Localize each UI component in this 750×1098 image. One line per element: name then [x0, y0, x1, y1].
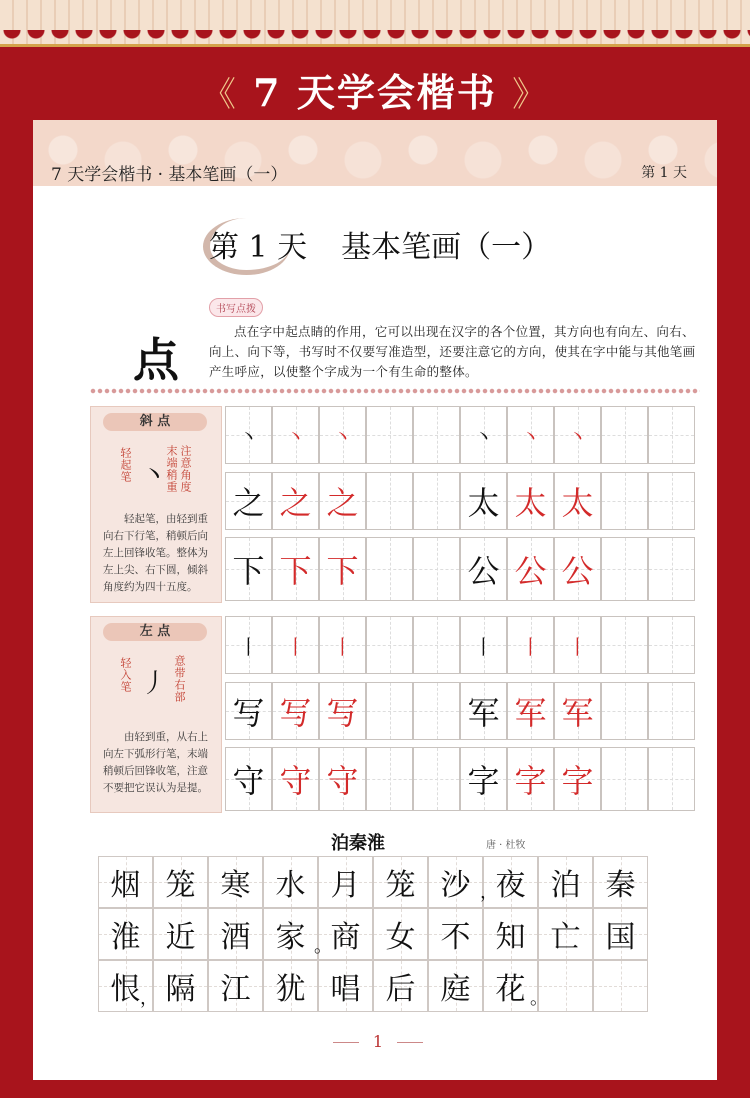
practice-cell	[648, 682, 695, 740]
poem-cell	[318, 856, 373, 908]
practice-cell	[413, 406, 460, 464]
practice-char	[414, 538, 459, 600]
practice-cell	[507, 682, 554, 740]
poem-char: 唱	[330, 972, 361, 1007]
poem-char: 寒	[220, 868, 251, 903]
poem-char: 商	[330, 920, 361, 955]
stroke-info-panel	[90, 406, 222, 603]
poem-char: 月	[330, 868, 361, 903]
practice-cell	[225, 537, 272, 601]
poem-char: 庭	[440, 972, 471, 1007]
demo-stroke: 丶	[141, 461, 168, 491]
practice-cell	[319, 406, 366, 464]
practice-cell	[319, 537, 366, 601]
practice-cell	[366, 537, 413, 601]
poem-cell	[263, 856, 318, 908]
practice-cell	[319, 747, 366, 811]
poem-char: 沙	[440, 868, 471, 903]
day-topic: 基本笔画（一）	[341, 230, 552, 265]
poem-cell	[593, 908, 648, 960]
left-note: 轻入笔	[119, 657, 132, 693]
practice-char: 丶	[238, 424, 259, 449]
practice-cell	[601, 616, 648, 674]
poem-cell	[593, 856, 648, 908]
practice-char	[367, 473, 412, 529]
practice-char: 公	[514, 552, 547, 590]
poem-char: 夜	[495, 868, 526, 903]
practice-cell	[413, 747, 460, 811]
poem-char: 犹	[275, 972, 306, 1007]
poem-cell	[208, 908, 263, 960]
section-slanted-dot	[90, 406, 696, 601]
practice-cell	[272, 682, 319, 740]
punct-comma: ，	[140, 988, 158, 1009]
practice-cell	[601, 472, 648, 530]
practice-cell	[601, 406, 648, 464]
right-note-2: 注意角度	[179, 445, 192, 493]
practice-cell	[554, 472, 601, 530]
practice-char: 下	[279, 552, 312, 590]
practice-char: 丶	[332, 424, 353, 449]
practice-char	[602, 748, 647, 810]
practice-cell	[554, 616, 601, 674]
poem-char: 家	[275, 920, 306, 955]
book-banner-title	[0, 62, 750, 117]
practice-char	[367, 617, 412, 673]
poem-cell	[538, 856, 593, 908]
practice-cell	[648, 472, 695, 530]
header-title: 7 天学会楷书 · 基本笔画（一）	[51, 165, 288, 185]
stroke-label: 斜 点	[103, 413, 207, 431]
practice-char: 丨	[520, 634, 541, 659]
practice-char: 公	[561, 552, 594, 590]
practice-char: 丨	[567, 634, 588, 659]
practice-char	[602, 473, 647, 529]
practice-cell	[225, 472, 272, 530]
practice-char: 之	[232, 484, 265, 522]
poem-cell	[153, 856, 208, 908]
practice-cell	[648, 616, 695, 674]
practice-char	[649, 407, 694, 463]
practice-char	[414, 748, 459, 810]
practice-cell	[460, 616, 507, 674]
practice-cell	[460, 537, 507, 601]
practice-char: 字	[514, 762, 547, 800]
practice-char: 丨	[285, 634, 306, 659]
poem-char: 烟	[110, 868, 141, 903]
practice-cell	[460, 747, 507, 811]
practice-cell	[225, 747, 272, 811]
poem-cell	[373, 960, 428, 1012]
poem-char: 秦	[605, 868, 636, 903]
practice-cell	[319, 682, 366, 740]
poem-char: 女	[385, 920, 416, 955]
practice-cell	[366, 616, 413, 674]
poem-cell	[428, 908, 483, 960]
practice-char: 丨	[332, 634, 353, 659]
practice-cell	[507, 616, 554, 674]
practice-cell	[319, 616, 366, 674]
practice-char: 之	[279, 484, 312, 522]
poem-cell	[208, 856, 263, 908]
poem-char: 隔	[165, 972, 196, 1007]
page-number: 1	[333, 1032, 423, 1051]
poem-cell	[428, 856, 483, 908]
poem-char: 笼	[165, 868, 196, 903]
practice-cell	[272, 406, 319, 464]
practice-cell	[366, 472, 413, 530]
practice-char: 军	[514, 694, 547, 732]
day-title	[209, 224, 551, 264]
practice-cell	[272, 616, 319, 674]
practice-char: 丶	[285, 424, 306, 449]
practice-cell	[366, 406, 413, 464]
practice-char: 写	[326, 694, 359, 732]
poem-char: 不	[440, 920, 471, 955]
stroke-info-panel	[90, 616, 222, 813]
practice-char	[649, 683, 694, 739]
poem-cell	[263, 908, 318, 960]
practice-cell	[366, 682, 413, 740]
practice-char: 丶	[473, 424, 494, 449]
stroke-name: 点	[133, 333, 179, 387]
practice-cell	[460, 406, 507, 464]
poem-title: 泊秦淮	[331, 833, 385, 854]
gold-divider	[0, 44, 750, 47]
poem-author: 唐 · 杜牧	[486, 840, 526, 851]
practice-char	[367, 407, 412, 463]
punct-period: 。	[530, 988, 548, 1009]
practice-cell	[507, 747, 554, 811]
poem-char: 亡	[550, 920, 581, 955]
poem-char: 江	[220, 972, 251, 1007]
poem-cell	[208, 960, 263, 1012]
banner-close-bracket: 》	[512, 75, 549, 115]
practice-cell	[413, 537, 460, 601]
practice-char: 字	[467, 762, 500, 800]
poem-cell	[373, 856, 428, 908]
right-note: 末端稍重	[165, 445, 178, 493]
day-number: 第 1 天	[209, 230, 308, 265]
practice-cell	[460, 682, 507, 740]
poem-char: 国	[605, 920, 636, 955]
practice-char: 军	[467, 694, 500, 732]
practice-cell	[225, 682, 272, 740]
poem-char: 泊	[550, 868, 581, 903]
practice-cell	[225, 406, 272, 464]
poem-char: 笼	[385, 868, 416, 903]
practice-cell	[648, 537, 695, 601]
poem-cell	[153, 960, 208, 1012]
practice-cell	[554, 682, 601, 740]
practice-char	[602, 617, 647, 673]
practice-char: 守	[279, 762, 312, 800]
practice-char	[602, 407, 647, 463]
practice-char: 太	[514, 484, 547, 522]
practice-cell	[413, 472, 460, 530]
practice-cell	[507, 537, 554, 601]
demo-stroke: 丿	[141, 669, 168, 699]
poem-char: 淮	[110, 920, 141, 955]
practice-cell	[366, 747, 413, 811]
poem-char: 水	[275, 868, 306, 903]
poem-char: 花	[495, 972, 526, 1007]
poem-cell	[98, 856, 153, 908]
practice-char	[602, 683, 647, 739]
practice-cell	[272, 747, 319, 811]
practice-char: 下	[232, 552, 265, 590]
poem-cell	[263, 960, 318, 1012]
practice-cell	[554, 537, 601, 601]
banner-title-text: 7 天学会楷书	[253, 70, 497, 115]
practice-cell	[648, 406, 695, 464]
practice-cell	[319, 472, 366, 530]
practice-char: 丶	[520, 424, 541, 449]
practice-char: 军	[561, 694, 594, 732]
practice-char	[367, 683, 412, 739]
practice-char	[367, 748, 412, 810]
poem-cell	[428, 960, 483, 1012]
practice-char: 字	[561, 762, 594, 800]
practice-char: 丨	[238, 634, 259, 659]
practice-char: 之	[326, 484, 359, 522]
practice-char	[414, 683, 459, 739]
practice-char	[367, 538, 412, 600]
practice-char	[414, 617, 459, 673]
poem-cell	[538, 908, 593, 960]
practice-cell	[601, 682, 648, 740]
poem-cell	[153, 908, 208, 960]
practice-char: 下	[326, 552, 359, 590]
practice-char: 守	[326, 762, 359, 800]
punct-comma: ，	[480, 882, 498, 903]
poem-cell	[98, 908, 153, 960]
tips-badge: 书写点拨	[209, 298, 263, 317]
left-note: 轻起笔	[119, 447, 132, 483]
tips-text: 点在字中起点睛的作用，它可以出现在汉字的各个位置，其方向也有向左、向右、向上、向下等，书写时不仅要写准造型，还要注意它的方向，使其在字中能与其他笔画产生呼应，以使整个字成为一个有生命的整体。	[209, 324, 696, 379]
poem-cell	[593, 960, 648, 1012]
practice-char	[414, 473, 459, 529]
practice-cell	[413, 682, 460, 740]
poem-cell	[318, 960, 373, 1012]
practice-char: 丶	[567, 424, 588, 449]
poem-char: 近	[165, 920, 196, 955]
poem-char: 酒	[220, 920, 251, 955]
poem-cell	[483, 908, 538, 960]
decorative-top-border	[0, 0, 750, 44]
practice-char: 写	[279, 694, 312, 732]
header-day: 第 1 天	[641, 165, 687, 181]
practice-char: 写	[232, 694, 265, 732]
practice-cell	[413, 616, 460, 674]
practice-char	[414, 407, 459, 463]
worksheet-page	[33, 120, 717, 1080]
stroke-description: 由轻到重，从右上向左下弧形行笔，末端稍顿后回锋收笔，注意不要把它误认为是提。	[103, 731, 208, 794]
right-note: 意带右部	[173, 655, 186, 703]
poem-char: 恨	[110, 972, 141, 1007]
practice-cell	[272, 472, 319, 530]
practice-char: 公	[467, 552, 500, 590]
practice-char: 守	[232, 762, 265, 800]
practice-cell	[554, 406, 601, 464]
practice-cell	[225, 616, 272, 674]
punct-period: 。	[314, 936, 332, 957]
practice-cell	[648, 747, 695, 811]
practice-cell	[601, 537, 648, 601]
poem-char: 后	[385, 972, 416, 1007]
section-left-dot	[90, 616, 696, 811]
poem-cell	[373, 908, 428, 960]
practice-char: 丨	[473, 634, 494, 659]
practice-char	[649, 617, 694, 673]
practice-char: 太	[561, 484, 594, 522]
practice-char	[602, 538, 647, 600]
poem-char	[594, 961, 647, 1011]
practice-char: 太	[467, 484, 500, 522]
practice-cell	[460, 472, 507, 530]
practice-cell	[507, 406, 554, 464]
practice-cell	[507, 472, 554, 530]
stroke-label: 左 点	[103, 623, 207, 641]
wavy-divider	[90, 388, 700, 394]
practice-cell	[601, 747, 648, 811]
practice-char	[649, 748, 694, 810]
practice-char	[649, 538, 694, 600]
poem-char: 知	[495, 920, 526, 955]
stroke-description: 轻起笔，由轻到重向右下行笔，稍顿后向左上回锋收笔。整体为左上尖、右下圆，倾斜角度约为四十五度。	[103, 513, 208, 593]
practice-cell	[272, 537, 319, 601]
practice-char	[649, 473, 694, 529]
page-header	[33, 120, 717, 186]
practice-cell	[554, 747, 601, 811]
banner-open-bracket: 《	[201, 75, 238, 115]
